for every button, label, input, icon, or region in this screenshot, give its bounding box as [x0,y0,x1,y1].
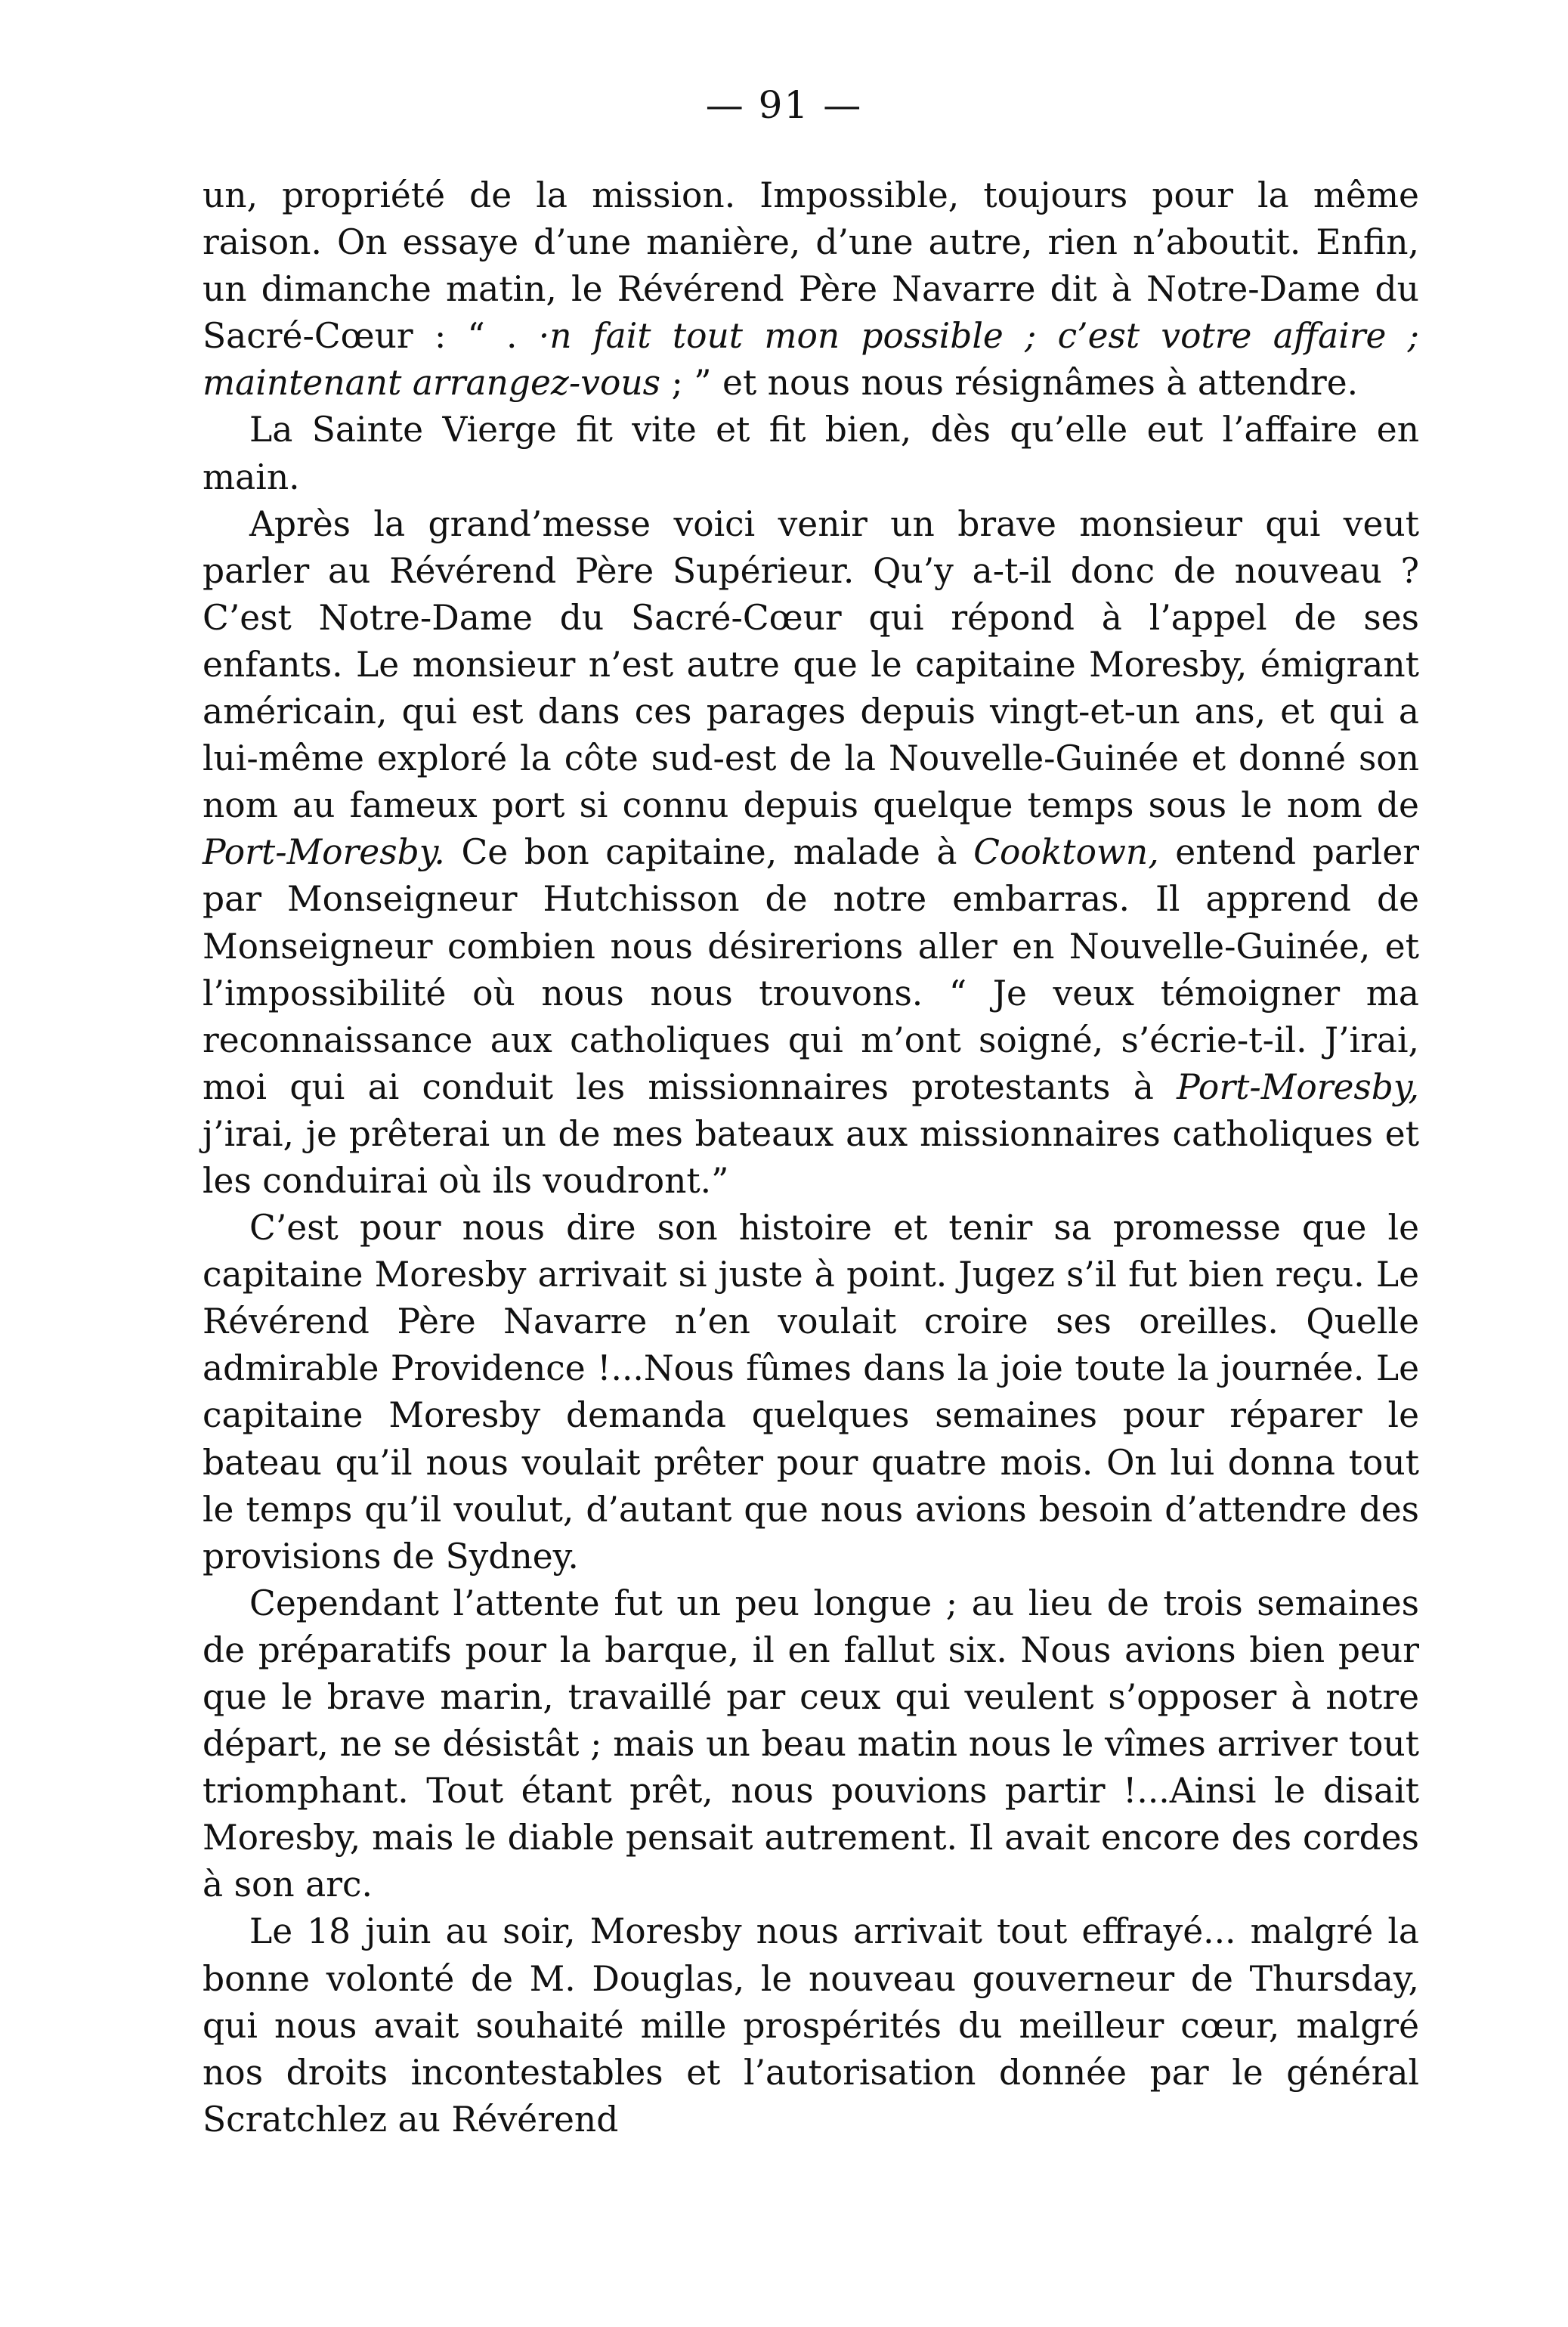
text-run: un, propriété de la mission. Impossible, toujours pour la même raison. On essaye d’une manière, d’une autre, rien n’aboutit. Enfin, un dimanche matin, le Révérend Père Navarre dit à Notre-Dame du Sacré-Cœur : “ . [203,175,1419,357]
text-run: C’est pour nous dire son histoire et tenir sa promesse que le capitaine Moresby arrivait si juste à point. Jugez s’il fut bien reçu. Le Révérend Père Navarre n’en voulait croire ses oreilles. Quelle admirable Providence !...Nous fûmes dans la joie toute la journée. Le capitaine Moresby demanda quelques semaines pour réparer le bateau qu’il nous voulait prêter pour quatre mois. On lui donna tout le temps qu’il voulut, d’autant que nous avions besoin d’attendre des provisions de Sydney. [203,1208,1419,1577]
paragraph [203,407,1419,500]
text-run: Après la grand’messe voici venir un brave monsieur qui veut parler au Révérend Père Supérieur. Qu’y a-t-il donc de nouveau ? C’est Notre-Dame du Sacré-Cœur qui répond à l’appel de ses enfants. Le monsieur n’est autre que le capitaine Moresby, émigrant américain, qui est dans ces parages depuis vingt-et-un ans, et qui a lui-même exploré la côte sud-est de la Nouvelle-Guinée et donné son nom au fameux port si connu depuis quelque temps sous le nom de [203,503,1419,826]
text-run: entend parler par Monseigneur Hutchisson de notre embarras. Il apprend de Monseigneur combien nous désirerions aller en Nouvelle-Guinée, et l’impossibilité où nous nous trouvons. “ Je veux témoigner ma reconnaissance aux catholiques qui m’ont soigné, s’écrie-t-il. J’irai, moi qui ai conduit les missionnaires protestants à [203,832,1420,1107]
text-run: Ce bon capitaine, malade à [444,832,974,873]
paragraph [203,1908,1419,2143]
paragraph [203,1205,1419,1580]
body-text [203,172,1419,2143]
text-run-italic: Cooktown, [973,832,1159,873]
text-run-italic: ·n fait tout mon possible ; c’est votre affaire ; maintenant arrangez-vous [203,316,1420,404]
paragraph [203,1580,1419,1909]
text-run: j’irai, je prêterai un de mes bateaux aux missionnaires catholiques et les conduirai où ils voudront.” [203,1113,1419,1201]
page-number: — 91 — [705,83,863,127]
text-run: Le 18 juin au soir, Moresby nous arrivait tout effrayé... malgré la bonne volonté de M. Douglas, le nouveau gouverneur de Thursday, qui nous avait souhaité mille prospérités du meilleur cœur, malgré nos droits incontestables et l’autorisation donnée par le général Scratchlez au Révérend [203,1911,1419,2140]
text-run: ; ” et nous nous résignâmes à attendre. [660,363,1359,404]
text-run: Cependant l’attente fut un peu longue ; au lieu de trois semaines de préparatifs pour la barque, il en fallut six. Nous avions bien peur que le brave marin, travaillé par ceux qui veulent s’opposer à notre départ, ne se désistât ; mais un beau matin nous le vîmes arriver tout triomphant. Tout étant prêt, nous pouvions partir !...Ainsi le disait Moresby, mais le diable pensait autrement. Il avait encore des cordes à son arc. [203,1583,1419,1905]
paragraph [203,172,1419,407]
text-run-italic: Port-Moresby, [1177,1066,1419,1107]
text-run-italic: Port-Moresby. [203,832,445,873]
paragraph [203,501,1419,1205]
text-run: La Sainte Vierge fit vite et fit bien, dès qu’elle eut l’affaire en main. [203,410,1419,497]
